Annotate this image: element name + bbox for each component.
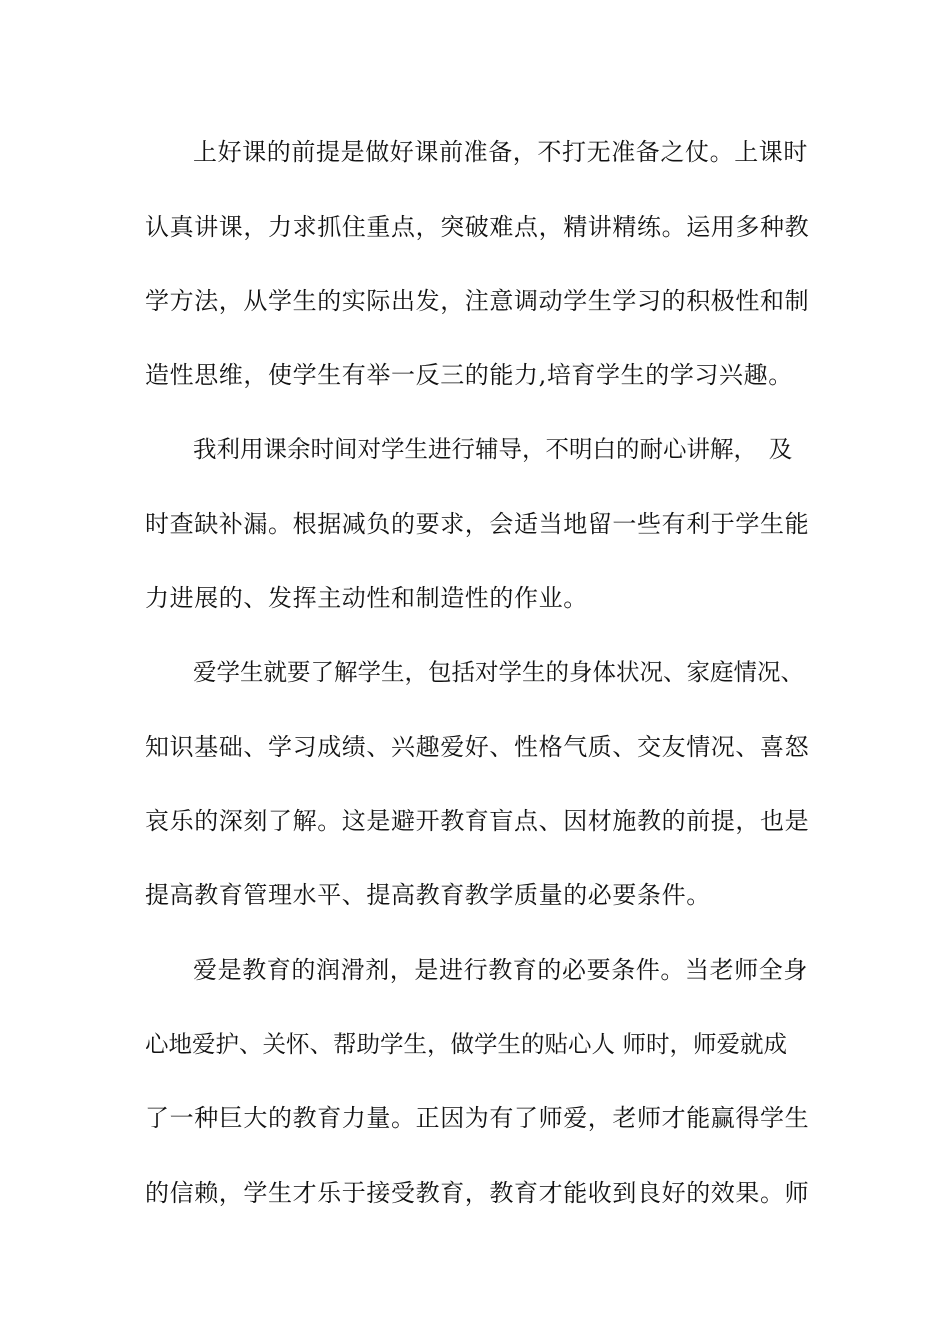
text-line: 造性思维，使学生有举一反三的能力,培育学生的学习兴趣。: [145, 361, 793, 389]
text-line: 我利用课余时间对学生进行辅导，不明白的耐心讲解， 及: [193, 435, 793, 463]
text-line: 的信赖，学生才乐于接受教育，教育才能收到良好的效果。师: [145, 1179, 810, 1207]
text-line: 知识基础、学习成绩、兴趣爱好、性格气质、交友情况、喜怒: [145, 733, 810, 761]
text-line: 学方法，从学生的实际出发，注意调动学生学习的积极性和制: [145, 287, 810, 315]
text-line: 时查缺补漏。根据减负的要求，会适当地留一些有利于学生能: [145, 510, 810, 538]
text-line: 了一种巨大的教育力量。正因为有了师爱，老师才能赢得学生: [145, 1104, 810, 1132]
text-line: 力进展的、发挥主动性和制造性的作业。: [145, 584, 588, 612]
text-line: 心地爱护、关怀、帮助学生，做学生的贴心人 师时，师爱就成: [145, 1030, 787, 1058]
text-line: 认真讲课，力求抓住重点，突破难点，精讲精练。运用多种教: [145, 213, 810, 241]
text-line: 爱是教育的润滑剂，是进行教育的必要条件。当老师全身: [193, 956, 808, 984]
text-line: 哀乐的深刻了解。这是避开教育盲点、因材施教的前提，也是: [145, 807, 810, 835]
text-line: 提高教育管理水平、提高教育教学质量的必要条件。: [145, 881, 711, 909]
text-line: 爱学生就要了解学生，包括对学生的身体状况、家庭情况、: [193, 658, 804, 686]
text-line: 上好课的前提是做好课前准备，不打无准备之仗。上课时: [193, 138, 808, 166]
